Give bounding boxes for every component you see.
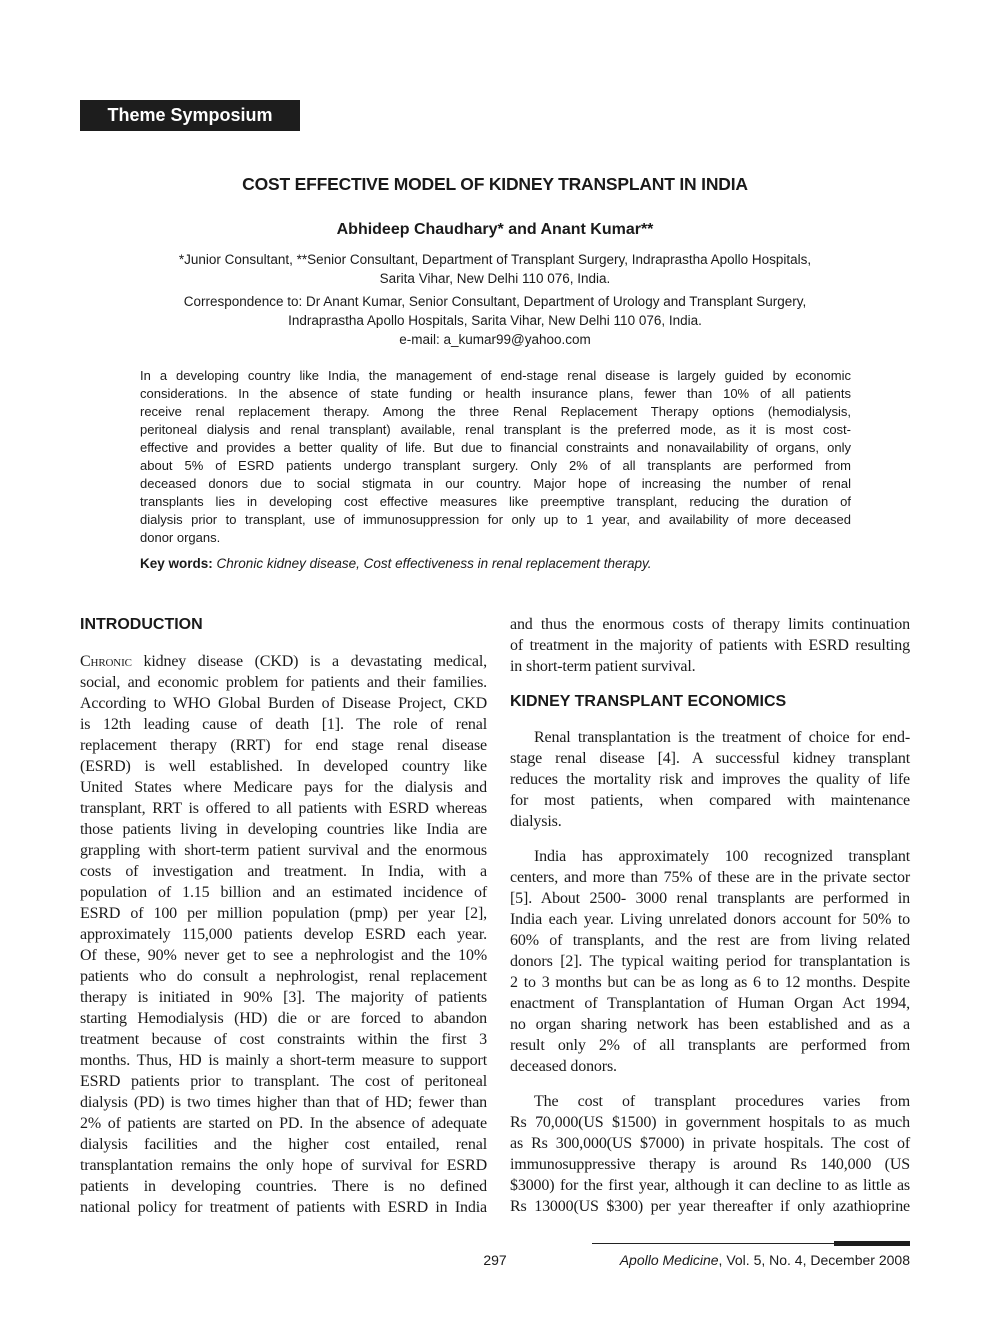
correspondence-email: e-mail: a_kumar99@yahoo.com [399, 332, 591, 347]
paragraph-line: social, and economic problem for patients and their families. [80, 674, 487, 691]
paragraph-line: reduces the mortality risk and improves the quality of life [510, 771, 910, 788]
abstract [140, 367, 851, 547]
abstract-line: In a developing country like India, the management of end-stage renal disease is largely guided by economic [140, 368, 851, 383]
paragraph-line: United States where Medicare pays for the dialysis and [80, 779, 487, 796]
keywords-text: Chronic kidney disease, Cost effectiveness in renal replacement therapy. [216, 556, 652, 571]
economics-paragraph-2 [510, 846, 910, 1077]
correspondence [120, 292, 870, 349]
paragraph-line: result only 2% of all transplants are performed from [510, 1037, 910, 1054]
paragraph-line: 60% of transplants, and the rest are from living related [510, 932, 910, 949]
journal-details: , Vol. 5, No. 4, December 2008 [718, 1252, 910, 1268]
correspondence-line: Indraprastha Apollo Hospitals, Sarita Vihar, New Delhi 110 076, India. [288, 313, 702, 328]
economics-paragraph-3 [510, 1091, 910, 1217]
affiliation-line: Sarita Vihar, New Delhi 110 076, India. [379, 271, 611, 286]
paragraph-line: India each year. Living unrelated donors account for 50% to [510, 911, 910, 928]
introduction-paragraph [80, 651, 487, 1218]
paragraph-line: stage renal disease [4]. A successful kidney transplant [510, 750, 910, 767]
paragraph-line: transplantation remains the only hope of survival for ESRD [80, 1157, 487, 1174]
paragraph-line: months. Thus, HD is mainly a short-term measure to support [80, 1052, 487, 1069]
page-number: 297 [483, 1252, 507, 1268]
paragraph-line: therapy is initiated in 90% [3]. The majority of patients [80, 989, 487, 1006]
footer-rule-accent [834, 1241, 910, 1246]
paragraph-line: Renal transplantation is the treatment of choice for end- [534, 729, 910, 746]
paragraph-line: patients who do consult a nephrologist, renal replacement [80, 968, 487, 985]
paragraph-line: ESRD patients prior to transplant. The cost of peritoneal [80, 1073, 487, 1090]
economics-paragraph-1 [510, 727, 910, 832]
paragraph-line: dialysis (PD) is two times higher than that of HD; fewer than [80, 1094, 487, 1111]
paragraph-line: in short-term patient survival. [510, 658, 696, 675]
paragraph-line [80, 651, 487, 672]
paragraph-line: of treatment in the majority of patients with ESRD resulting [510, 637, 910, 654]
paragraph-line: ESRD of 100 per million population (pmp) per year [2], [80, 905, 487, 922]
paragraph-line: population of 1.15 billion and an estimated incidence of [80, 884, 487, 901]
paragraph-line: dialysis facilities and the higher cost entailed, renal [80, 1136, 487, 1153]
paragraph-line: approximately 115,000 patients develop ESRD each year. [80, 926, 487, 943]
paragraph-line: enactment of Transplantation of Human Organ Act 1994, [510, 995, 910, 1012]
introduction-heading: INTRODUCTION [80, 616, 203, 633]
abstract-line: effective and provides a better quality of life. But due to financial constraints and nonavailability of organs, only [140, 440, 851, 455]
keywords [140, 556, 652, 571]
paragraph-line: patients in developing countries. There is no defined [80, 1178, 487, 1195]
paragraph-line: and thus the enormous costs of therapy limits continuation [510, 616, 910, 633]
paragraph-line: those patients living in developing countries like India are [80, 821, 487, 838]
paragraph-line: centers, and more than 75% of these are in the private sector [510, 869, 910, 886]
paragraph-line: costs of investigation and treatment. In India, with a [80, 863, 487, 880]
paragraph-line: According to WHO Global Burden of Disease Project, CKD [80, 695, 487, 712]
paragraph-line: is 12th leading cause of death [1]. The role of renal [80, 716, 487, 733]
dropcap-word: Chronic [80, 653, 132, 670]
paragraph-line: transplant, RRT is offered to all patients with ESRD whereas [80, 800, 487, 817]
paragraph-line: no organ sharing network has been established and as a [510, 1016, 910, 1033]
paragraph-line: 2% of patients are started on PD. In the absence of adequate [80, 1115, 487, 1132]
paragraph-line: immunosuppressive therapy is around Rs 140,000 (US [510, 1156, 910, 1173]
paragraph-line: deceased donors. [510, 1058, 617, 1075]
abstract-line: dialysis prior to transplant, use of immunosuppression for only up to 1 year, and availability of more deceased [140, 512, 851, 527]
paragraph-line: starting Hemodialysis (HD) die or are forced to abandon [80, 1010, 487, 1027]
abstract-line: peritoneal dialysis and renal transplant) available, renal transplant is the preferred mode, as it is most cost- [140, 422, 851, 437]
correspondence-line: Correspondence to: Dr Anant Kumar, Senior Consultant, Department of Urology and Transplant Surgery, [183, 294, 807, 309]
paragraph-line: India has approximately 100 recognized transplant [534, 848, 910, 865]
paragraph-line: as Rs 300,000(US $7000) in private hospitals. The cost of [510, 1135, 910, 1152]
affiliation [120, 250, 870, 288]
first-line-text: kidney disease (CKD) is a devastating medical, [143, 653, 487, 670]
section-label: Theme Symposium [80, 100, 300, 131]
paragraph-line: grappling with short-term patient survival and the enormous [80, 842, 487, 859]
paragraph-line: Rs 70,000(US $1500) in government hospitals to as much [510, 1114, 910, 1131]
abstract-line: transplants lies in developing cost effective measures like preemptive transplant, reducing the duration of [140, 494, 851, 509]
left-column [80, 614, 487, 1218]
keywords-label: Key words: [140, 556, 213, 571]
article-title: COST EFFECTIVE MODEL OF KIDNEY TRANSPLANT IN INDIA [242, 174, 748, 194]
paragraph-line: (ESRD) is well established. In developed country like [80, 758, 487, 775]
abstract-line: about 5% of ESRD patients undergo transplant surgery. Only 2% of all transplants are performed from [140, 458, 851, 473]
abstract-line: receive renal replacement therapy. Among the three Renal Replacement Therapy options (hemodialysis, [140, 404, 851, 419]
abstract-line: deceased donors due to social stigmata in our country. Major hope of increasing the number of renal [140, 476, 851, 491]
journal-name: Apollo Medicine [619, 1252, 719, 1268]
introduction-continuation [510, 614, 910, 677]
paragraph-line: treatment because of cost constraints within the first 3 [80, 1031, 487, 1048]
paragraph-line: [5]. About 2500- 3000 renal transplants are performed in [510, 890, 910, 907]
paragraph-line: $3000) for the first year, although it can decline to as little as [510, 1177, 910, 1194]
paragraph-line: for most patients, when compared with maintenance [510, 792, 910, 809]
paragraph-line: Rs 13000(US $300) per year thereafter if only azathioprine [510, 1198, 910, 1215]
right-column [510, 614, 910, 1217]
paragraph-line: replacement therapy (RRT) for end stage renal disease [80, 737, 487, 754]
paragraph-line: donors [2]. The typical waiting period for transplantation is [510, 953, 910, 970]
paragraph-line: 2 to 3 months but can be as long as 6 to 12 months. Despite [510, 974, 910, 991]
abstract-line: donor organs. [140, 530, 221, 545]
authors: Abhideep Chaudhary* and Anant Kumar** [336, 221, 654, 238]
paragraph-line: Of these, 90% never get to see a nephrologist and the 10% [80, 947, 487, 964]
paragraph-line: The cost of transplant procedures varies from [534, 1093, 910, 1110]
abstract-line: considerations. In the absence of state funding or health insurance plans, fewer than 10% of all patients [140, 386, 851, 401]
journal-citation [620, 1252, 910, 1268]
paragraph-line: dialysis. [510, 813, 562, 830]
paragraph-line: national policy for treatment of patients with ESRD in India [80, 1199, 487, 1216]
economics-heading: KIDNEY TRANSPLANT ECONOMICS [510, 693, 787, 710]
affiliation-line: *Junior Consultant, **Senior Consultant, Department of Transplant Surgery, Indraprastha Apollo Hospitals, [178, 252, 812, 267]
